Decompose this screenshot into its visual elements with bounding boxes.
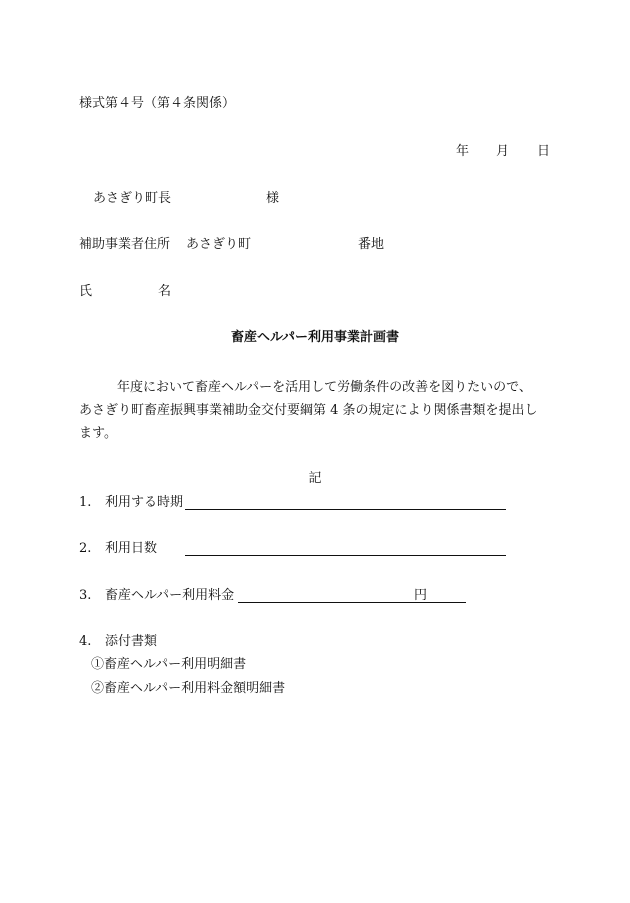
recipient-honorific: 様 <box>266 191 280 206</box>
date-day-label: 日 <box>537 144 551 159</box>
document-title: 畜産ヘルパー利用事業計画書 <box>230 330 400 345</box>
item-1-label: 利用する時期 <box>105 495 184 510</box>
item-2-blank-line <box>185 555 506 556</box>
item-2-label: 利用日数 <box>105 541 158 556</box>
body-line-2: あさぎり町畜産振興事業補助金交付要綱第 4 条の規定により関係書類を提出し <box>79 403 538 418</box>
address-banchi: 番地 <box>358 237 385 252</box>
form-number: 様式第４号（第４条関係） <box>79 96 236 111</box>
name-label-mei: 名 <box>158 284 172 299</box>
body-paragraph <box>79 376 557 445</box>
attachment-item-2: ②畜産ヘルパー利用料金額明細書 <box>91 681 286 696</box>
recipient-name: あさぎり町長 <box>93 191 172 206</box>
item-4-number: 4. <box>79 634 92 649</box>
address-town: あさぎり町 <box>186 237 252 252</box>
attachment-item-1: ①畜産ヘルパー利用明細書 <box>91 657 247 672</box>
item-2-number: 2. <box>79 541 92 556</box>
body-line-1: 年度において畜産ヘルパーを活用して労働条件の改善を図りたいので、 <box>117 380 532 395</box>
item-3-blank-line <box>238 602 466 603</box>
item-1-number: 1. <box>79 495 92 510</box>
date-year-label: 年 <box>456 144 470 159</box>
address-label: 補助事業者住所 <box>79 237 171 252</box>
item-3-number: 3. <box>79 588 92 603</box>
item-1-blank-line <box>185 509 506 510</box>
date-month-label: 月 <box>496 144 510 159</box>
item-3-unit: 円 <box>414 588 428 603</box>
item-3-label: 畜産ヘルパー利用料金 <box>105 588 235 603</box>
item-4-label: 添付書類 <box>105 634 158 649</box>
name-label-shi: 氏 <box>79 284 93 299</box>
ki-heading: 記 <box>308 471 322 486</box>
body-line-3: ます。 <box>79 426 117 441</box>
